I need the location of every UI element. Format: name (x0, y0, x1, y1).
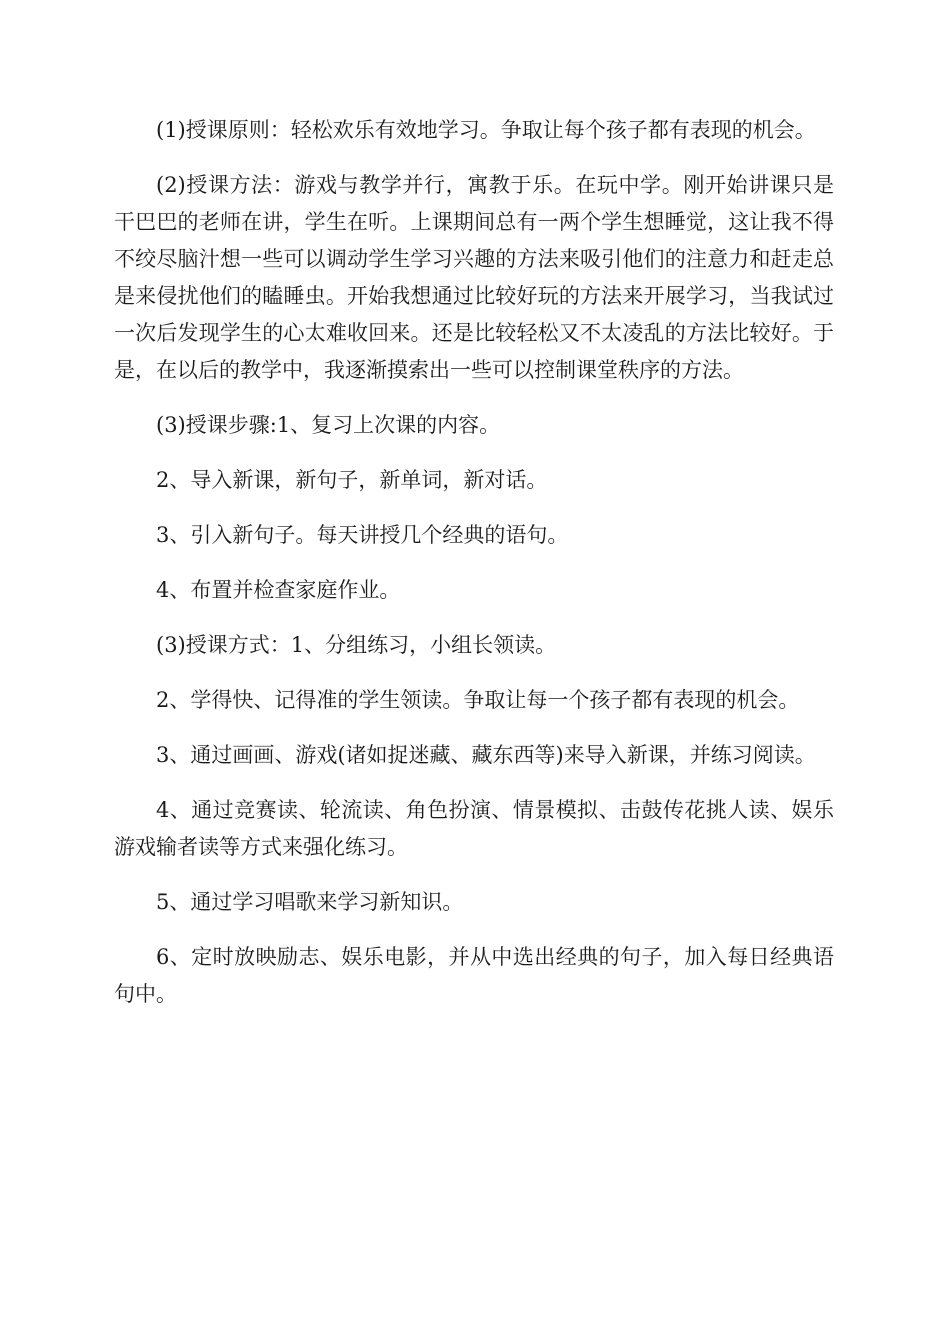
paragraph-steps-2: 2、导入新课，新句子，新单词，新对话。 (156, 468, 548, 492)
paragraph-mode-3: 3、通过画画、游戏(诸如捉迷藏、藏东西等)来导入新课，并练习阅读。 (156, 743, 816, 767)
paragraph-mode-5: 5、通过学习唱歌来学习新知识。 (156, 890, 464, 914)
paragraph-mode-2: 2、学得快、记得准的学生领读。争取让每一个孩子都有表现的机会。 (156, 688, 800, 712)
document-body (114, 112, 834, 1031)
paragraph-teaching-method: (2)授课方法：游戏与教学并行，寓教于乐。在玩中学。刚开始讲课只是干巴巴的老师在讲，学生在听。上课期间总有一两个学生想睡觉，这让我不得不绞尽脑汁想一些可以调动学生学习兴趣的方法来吸引他们的注意力和赶走总是来侵扰他们的瞌睡虫。开始我想通过比较好玩的方法来开展学习，当我试过一次后发现学生的心太难收回来。还是比较轻松又不太凌乱的方法比较好。于是，在以后的教学中，我逐渐摸索出一些可以控制课堂秩序的方法。 (114, 173, 834, 382)
paragraph-steps-3: 3、引入新句子。每天讲授几个经典的语句。 (156, 523, 569, 547)
paragraph-mode-6: 6、定时放映励志、娱乐电影，并从中选出经典的句子，加入每日经典语句中。 (114, 945, 834, 1006)
paragraph-mode-4: 4、通过竞赛读、轮流读、角色扮演、情景模拟、击鼓传花挑人读、娱乐游戏输者读等方式来强化练习。 (114, 798, 834, 859)
paragraph-steps-4: 4、布置并检查家庭作业。 (156, 578, 401, 602)
paragraph-mode-1: (3)授课方式：1、分组练习，小组长领读。 (156, 633, 557, 657)
paragraph-teaching-principle: (1)授课原则：轻松欢乐有效地学习。争取让每个孩子都有表现的机会。 (156, 118, 816, 142)
paragraph-steps-1: (3)授课步骤:1、复习上次课的内容。 (156, 413, 501, 437)
